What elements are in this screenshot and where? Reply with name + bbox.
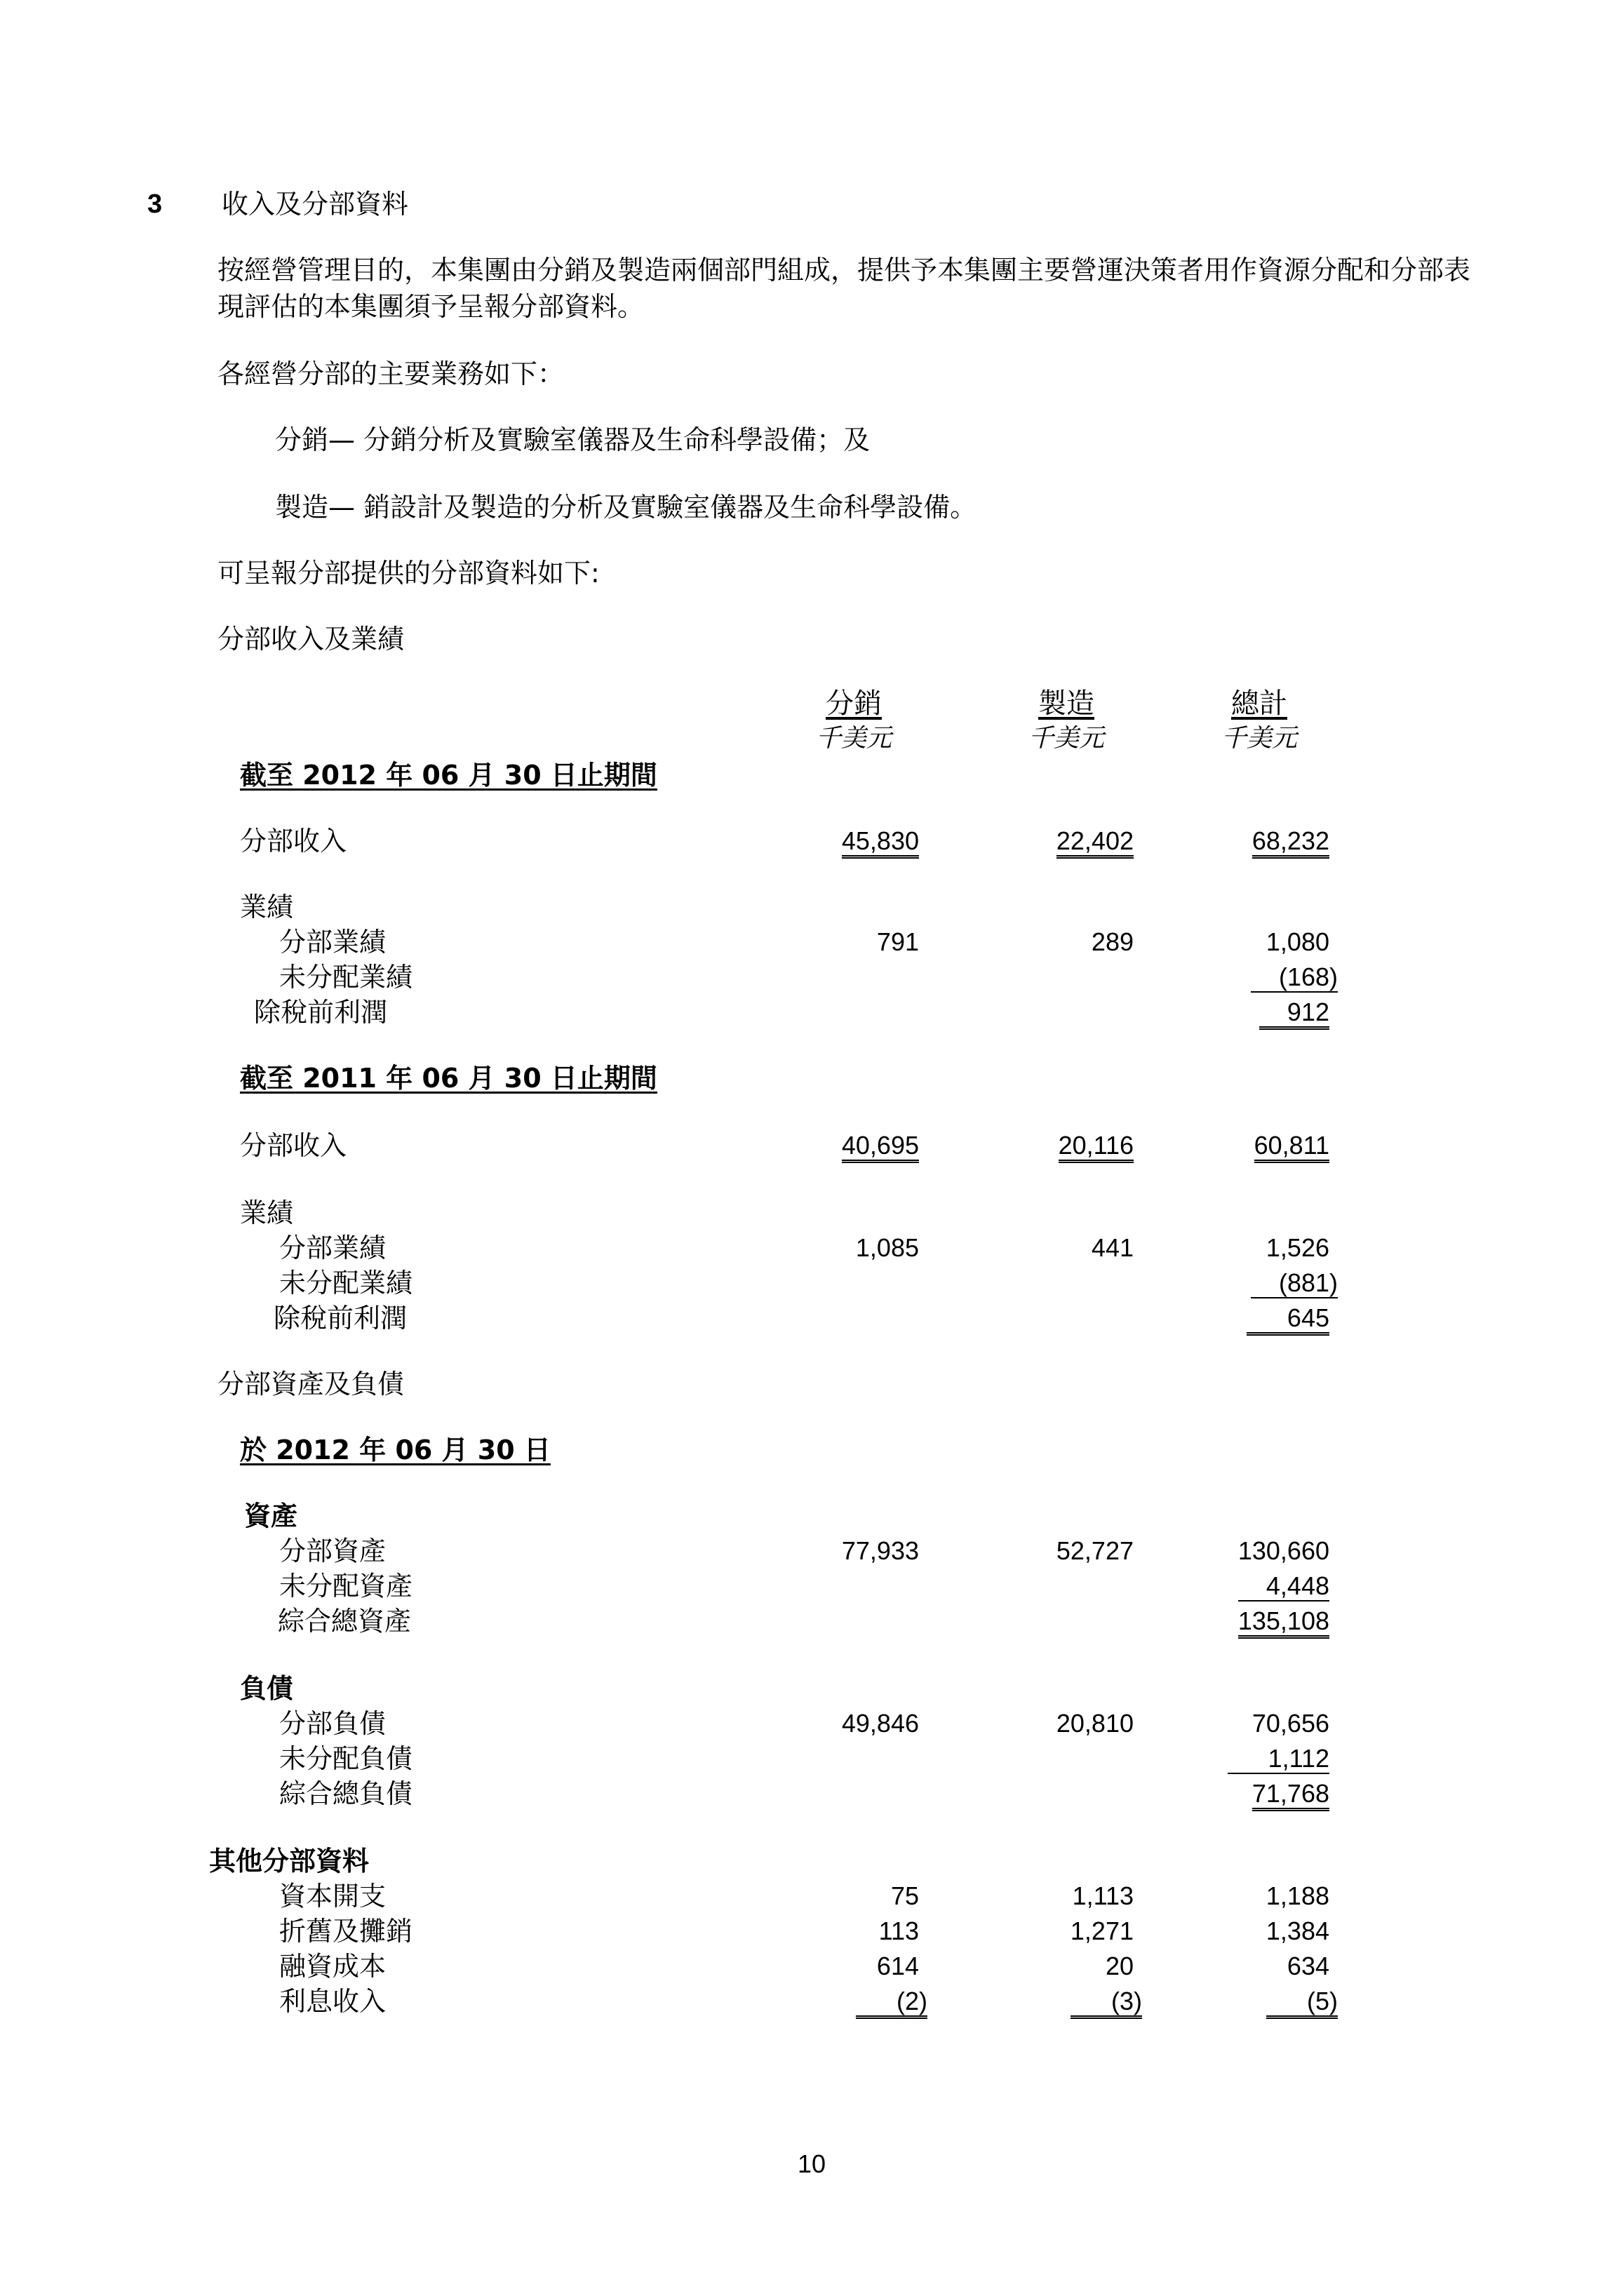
depreciation-label: 折舊及攤銷 <box>279 1916 413 1947</box>
col-header-total: 總計 <box>1231 687 1287 720</box>
business-distribution: 分銷— 分銷分析及實驗室儀器及生命科學設備；及 <box>275 424 871 455</box>
unallocated-2011-total: (881) <box>1155 1267 1338 1299</box>
finance-cost-distribution: 614 <box>876 1952 919 1980</box>
finance-cost-label: 融資成本 <box>279 1951 387 1982</box>
period-2012-label: 截至 2012 年 06 月 30 日止期間 <box>240 760 657 791</box>
intro-line-1: 按經營管理目的，本集團由分銷及製造兩個部門組成，提供予本集團主要營運決策者用作資源分配和分部表 <box>217 255 1471 286</box>
other-info-title: 其他分部資料 <box>209 1846 370 1877</box>
segment-results-2012-manufacturing: 289 <box>1091 927 1134 956</box>
unallocated-assets-label: 未分配資產 <box>279 1571 413 1602</box>
reportable-intro: 可呈報分部提供的分部資料如下: <box>217 558 600 589</box>
capex-distribution: 75 <box>890 1881 919 1910</box>
finance-cost-manufacturing: 20 <box>1105 1952 1134 1980</box>
assets-date-label: 於 2012 年 06 月 30 日 <box>240 1435 551 1465</box>
liabilities-label: 負債 <box>240 1673 294 1704</box>
revenue-2011-manufacturing: 20,116 <box>951 1129 1134 1163</box>
interest-income-manufacturing: (3) <box>960 1985 1142 2019</box>
col-unit-distribution: 千美元 <box>815 724 892 753</box>
results-2011-label: 業績 <box>240 1197 294 1228</box>
revenue-2011-label: 分部收入 <box>240 1130 347 1161</box>
segment-results-2011-manufacturing: 441 <box>1091 1233 1134 1262</box>
total-assets-total: 135,108 <box>1147 1605 1329 1639</box>
revenue-2012-total: 68,232 <box>1147 825 1329 859</box>
segment-results-2011-total: 1,526 <box>1266 1233 1329 1262</box>
depreciation-manufacturing: 1,271 <box>1070 1916 1134 1945</box>
section-title: 收入及分部資料 <box>222 189 409 220</box>
unallocated-assets-total: 4,448 <box>1147 1570 1329 1602</box>
unallocated-2011-label: 未分配業績 <box>279 1268 413 1298</box>
pbt-2011-label: 除稅前利潤 <box>274 1303 408 1334</box>
capex-label: 資本開支 <box>279 1881 387 1912</box>
pbt-2012-total: 912 <box>1147 996 1329 1030</box>
assets-label: 資產 <box>244 1501 298 1531</box>
total-liabilities-label: 綜合總負債 <box>279 1778 413 1809</box>
col-unit-manufacturing: 千美元 <box>1028 724 1104 753</box>
segment-liabilities-distribution: 49,846 <box>841 1709 919 1738</box>
pbt-2012-label: 除稅前利潤 <box>254 997 388 1028</box>
revenue-2012-label: 分部收入 <box>240 826 347 857</box>
segment-results-2012-distribution: 791 <box>876 927 919 956</box>
interest-income-label: 利息收入 <box>279 1986 387 2017</box>
revenue-results-title: 分部收入及業績 <box>217 624 405 654</box>
total-assets-label: 綜合總資產 <box>278 1606 412 1637</box>
revenue-2012-distribution: 45,830 <box>737 825 919 859</box>
segment-results-2011-label: 分部業績 <box>279 1233 387 1263</box>
businesses-intro: 各經營分部的主要業務如下： <box>217 358 565 389</box>
revenue-2011-distribution: 40,695 <box>737 1129 919 1163</box>
pbt-2011-total: 645 <box>1147 1302 1329 1336</box>
total-liabilities-total: 71,768 <box>1147 1778 1329 1811</box>
col-header-distribution: 分銷 <box>826 687 882 720</box>
segment-assets-label: 分部資產 <box>279 1536 387 1566</box>
segment-results-2012-total: 1,080 <box>1266 927 1329 956</box>
segment-results-2011-distribution: 1,085 <box>855 1233 919 1262</box>
unallocated-2012-total: (168) <box>1155 961 1338 993</box>
revenue-2012-manufacturing: 22,402 <box>951 825 1134 859</box>
segment-assets-total: 130,660 <box>1237 1536 1329 1565</box>
capex-total: 1,188 <box>1266 1881 1329 1910</box>
unallocated-liabilities-total: 1,112 <box>1147 1743 1329 1775</box>
results-2012-label: 業績 <box>240 892 294 922</box>
col-header-manufacturing: 製造 <box>1038 687 1094 720</box>
segment-liabilities-total: 70,656 <box>1251 1709 1329 1738</box>
page-number: 10 <box>797 2149 826 2178</box>
capex-manufacturing: 1,113 <box>1072 1881 1134 1910</box>
depreciation-total: 1,384 <box>1266 1916 1329 1945</box>
interest-income-total: (5) <box>1155 1985 1338 2019</box>
business-manufacturing: 製造— 銷設計及製造的分析及實驗室儀器及生命科學設備。 <box>275 492 977 523</box>
segment-assets-distribution: 77,933 <box>841 1536 919 1565</box>
revenue-2011-total: 60,811 <box>1147 1129 1329 1163</box>
assets-liabilities-title: 分部資產及負債 <box>217 1369 405 1399</box>
segment-results-2012-label: 分部業績 <box>279 927 387 958</box>
segment-liabilities-manufacturing: 20,810 <box>1056 1709 1134 1738</box>
finance-cost-total: 634 <box>1287 1952 1329 1980</box>
segment-liabilities-label: 分部負債 <box>279 1708 387 1739</box>
section-number: 3 <box>147 189 163 219</box>
interest-income-distribution: (2) <box>745 1985 927 2019</box>
unallocated-2012-label: 未分配業績 <box>279 962 413 993</box>
intro-line-2: 現評估的本集團須予呈報分部資料。 <box>217 291 645 322</box>
depreciation-distribution: 113 <box>878 1916 919 1945</box>
col-unit-total: 千美元 <box>1221 724 1297 753</box>
segment-assets-manufacturing: 52,727 <box>1056 1536 1134 1565</box>
unallocated-liabilities-label: 未分配負債 <box>279 1743 413 1774</box>
period-2011-label: 截至 2011 年 06 月 30 日止期間 <box>240 1063 657 1094</box>
